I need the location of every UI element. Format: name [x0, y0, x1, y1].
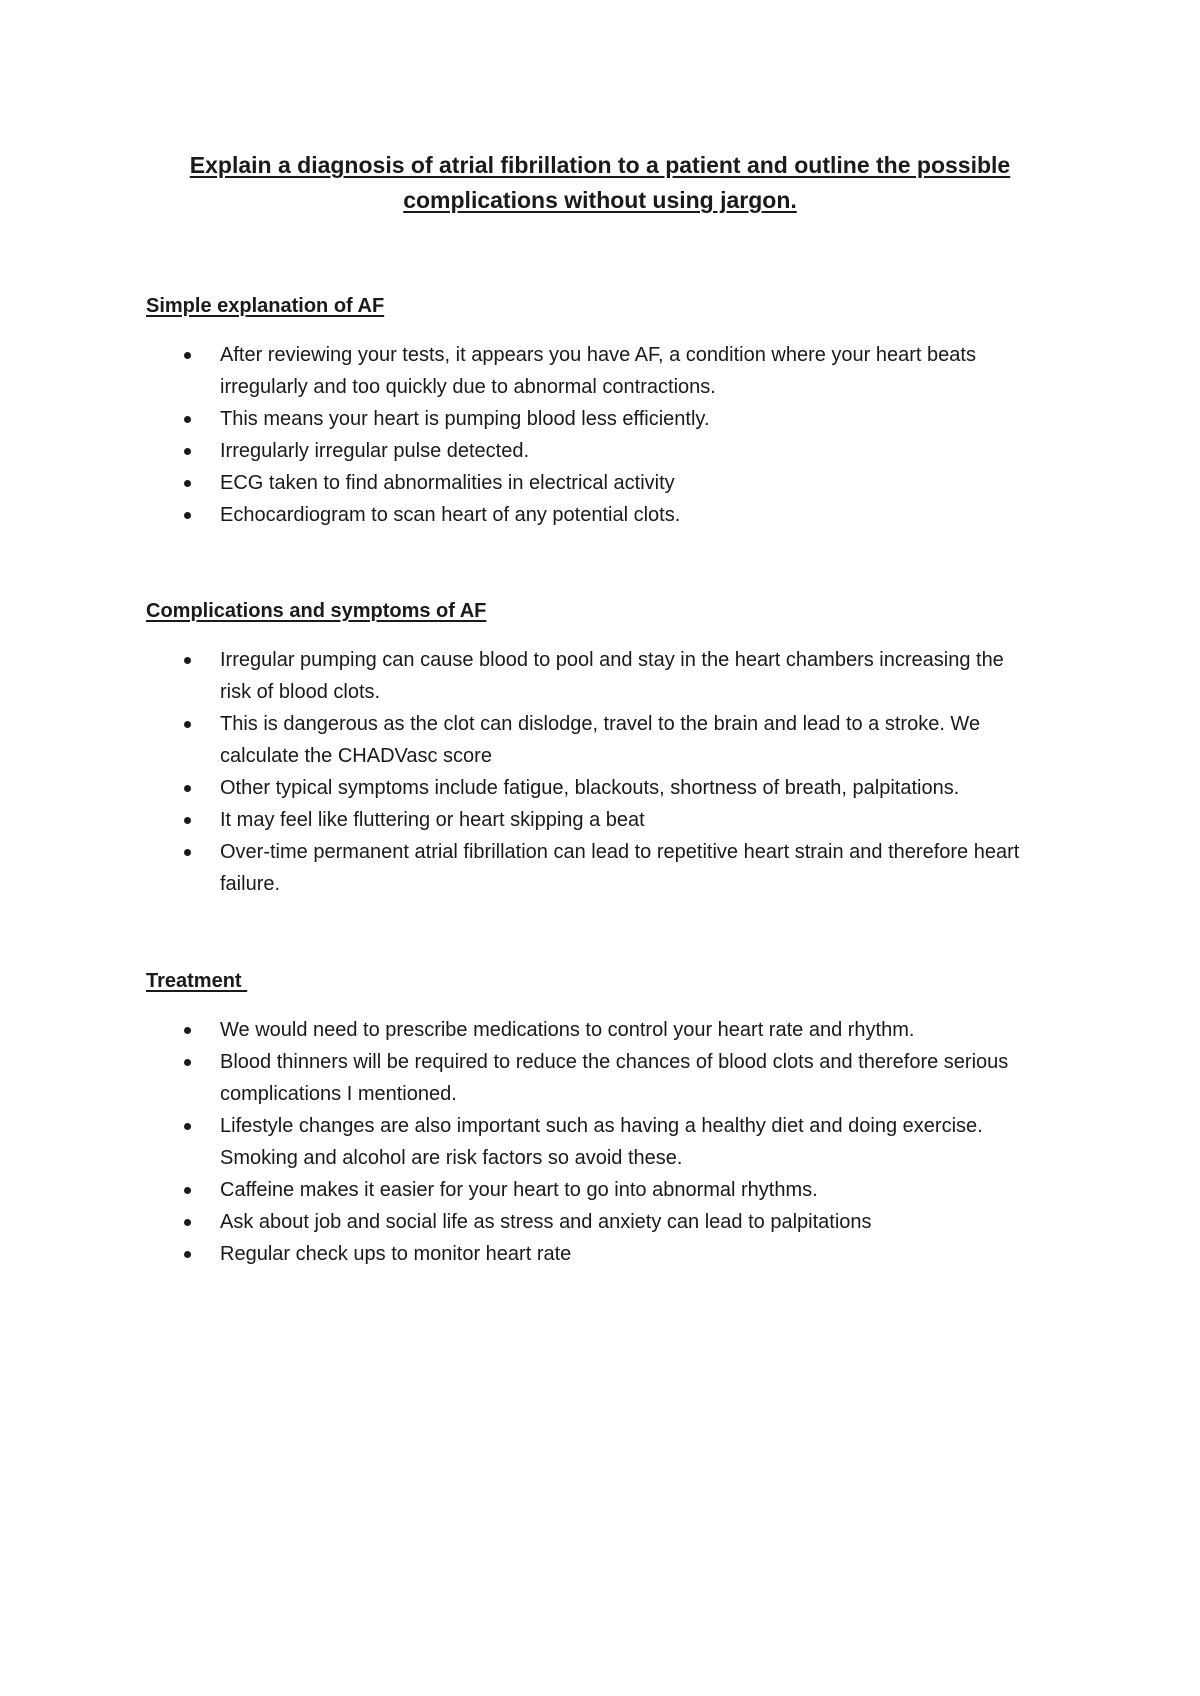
- bullet-list: [146, 644, 1086, 900]
- section-complications: [146, 595, 1086, 900]
- bullet-icon: [184, 512, 191, 519]
- list-item-text: Over-time permanent atrial fibrillation can lead to repetitive heart strain and therefore heart failure.: [220, 841, 1020, 895]
- bullet-icon: [184, 352, 191, 359]
- list-item-text: Echocardiogram to scan heart of any potential clots.: [220, 504, 681, 526]
- list-item-text: It may feel like fluttering or heart skipping a beat: [220, 809, 645, 831]
- list-item: [146, 1014, 1040, 1046]
- list-item-text: After reviewing your tests, it appears you have AF, a condition where your heart beats irregularly and too quickly due to abnormal contractions.: [220, 344, 976, 398]
- list-item-text: Ask about job and social life as stress and anxiety can lead to palpitations: [220, 1211, 872, 1233]
- list-item-text: Blood thinners will be required to reduce the chances of blood clots and therefore serious complications I mentioned.: [220, 1051, 1009, 1105]
- list-item: [146, 772, 1040, 804]
- list-item: [146, 804, 1040, 836]
- list-item-text: This means your heart is pumping blood less efficiently.: [220, 408, 710, 430]
- bullet-icon: [184, 721, 191, 728]
- section-simple-explanation: [146, 290, 1086, 531]
- list-item-text: We would need to prescribe medications to control your heart rate and rhythm.: [220, 1019, 915, 1041]
- list-item-text: This is dangerous as the clot can dislodge, travel to the brain and lead to a stroke. We calculate the CHADVasc score: [220, 713, 981, 767]
- list-item: [146, 1206, 1040, 1238]
- bullet-icon: [184, 1059, 191, 1066]
- bullet-list: [146, 339, 1086, 531]
- list-item: [146, 339, 1040, 403]
- list-item: [146, 435, 1040, 467]
- list-item: [146, 1046, 1040, 1110]
- list-item-text: ECG taken to find abnormalities in electrical activity: [220, 472, 675, 494]
- list-item: [146, 1174, 1040, 1206]
- bullet-icon: [184, 1027, 191, 1034]
- bullet-icon: [184, 416, 191, 423]
- bullet-icon: [184, 849, 191, 856]
- bullet-icon: [184, 1187, 191, 1194]
- bullet-icon: [184, 480, 191, 487]
- section-heading: Simple explanation of AF: [146, 295, 385, 317]
- list-item: [146, 403, 1040, 435]
- list-item: [146, 499, 1040, 531]
- list-item-text: Caffeine makes it easier for your heart to go into abnormal rhythms.: [220, 1179, 818, 1201]
- bullet-icon: [184, 1219, 191, 1226]
- bullet-icon: [184, 1251, 191, 1258]
- list-item-text: Other typical symptoms include fatigue, blackouts, shortness of breath, palpitations.: [220, 777, 960, 799]
- list-item: [146, 467, 1040, 499]
- bullet-icon: [184, 657, 191, 664]
- list-item: [146, 1238, 1040, 1270]
- list-item: [146, 708, 1040, 772]
- list-item: [146, 1110, 1040, 1174]
- document-title: Explain a diagnosis of atrial fibrillation to a patient and outline the possible complications without using jargon.: [189, 152, 1011, 213]
- list-item-text: Irregular pumping can cause blood to pool and stay in the heart chambers increasing the risk of blood clots.: [220, 649, 1004, 703]
- bullet-icon: [184, 785, 191, 792]
- bullet-icon: [184, 817, 191, 824]
- list-item: [146, 836, 1040, 900]
- section-heading: Treatment: [146, 970, 248, 992]
- bullet-icon: [184, 448, 191, 455]
- section-treatment: [146, 965, 1086, 1270]
- list-item-text: Irregularly irregular pulse detected.: [220, 440, 530, 462]
- bullet-list: [146, 1014, 1086, 1270]
- bullet-icon: [184, 1123, 191, 1130]
- section-heading: Complications and symptoms of AF: [146, 600, 487, 622]
- list-item-text: Lifestyle changes are also important such as having a healthy diet and doing exercise. Smoking and alcohol are risk factors so avoid these.: [220, 1115, 983, 1169]
- list-item-text: Regular check ups to monitor heart rate: [220, 1243, 572, 1265]
- list-item: [146, 644, 1040, 708]
